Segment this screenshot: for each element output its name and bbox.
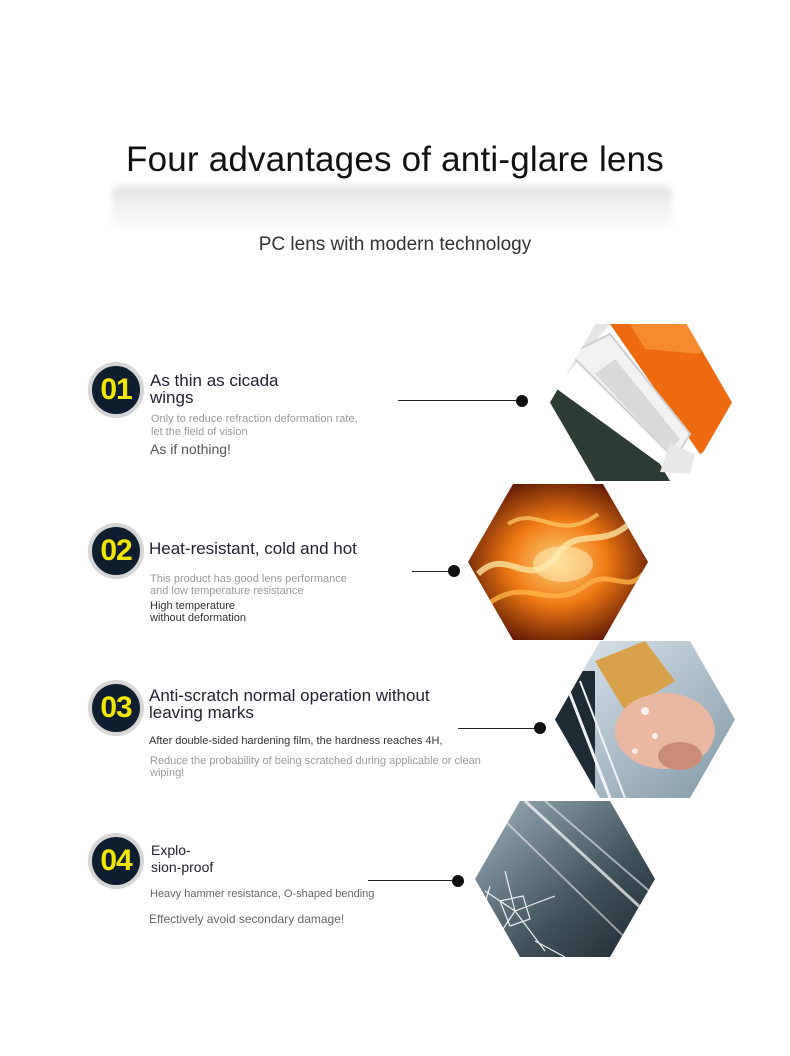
page-subtitle: PC lens with modern technology — [258, 234, 532, 255]
connector-dot — [452, 875, 464, 887]
item-heading-line1: Explo- — [151, 842, 191, 858]
connector-line — [368, 880, 454, 881]
item-desc-line2: Effectively avoid secondary damage! — [149, 912, 345, 926]
item-extra-text: As if nothing! — [150, 441, 231, 457]
connector-dot — [448, 565, 460, 577]
number-badge: 02 — [88, 523, 144, 579]
item-heading-line1: Anti-scratch normal operation without — [149, 686, 430, 705]
item-desc-line1: After double-sided hardening film, the hardness reaches 4H, — [149, 735, 443, 747]
item-desc-line4: without deformation — [150, 612, 246, 624]
item-desc-line2: let the field of vision — [151, 426, 248, 438]
item-heading-line1: Heat-resistant, cold and hot — [149, 539, 357, 558]
item-desc-line1: Heavy hammer resistance, O-shaped bending — [150, 888, 375, 900]
connector-dot — [516, 395, 528, 407]
item-desc-line3: High temperature — [150, 600, 235, 612]
connector-dot — [534, 722, 546, 734]
item-desc-line2: and low temperature resistance — [150, 585, 304, 597]
item-heading-line2: leaving marks — [149, 703, 254, 722]
number-badge: 03 — [88, 680, 144, 736]
item-desc-line1: This product has good lens performance — [150, 573, 347, 585]
item-desc-line3: wiping! — [150, 767, 185, 779]
item-desc-line2: Reduce the probability of being scratched during applicable or clean — [150, 755, 481, 767]
wiping-sponge-image — [555, 641, 735, 798]
title-reflection — [112, 186, 672, 230]
connector-line — [458, 728, 536, 729]
number-badge: 04 — [88, 833, 144, 889]
fire-image — [468, 484, 648, 640]
number-badge: 01 — [88, 362, 144, 418]
lens-corner-image — [550, 324, 732, 481]
item-desc-line1: Only to reduce refraction deformation rate, — [151, 413, 358, 425]
item-heading-line2: wings — [150, 388, 194, 407]
connector-line — [398, 400, 518, 401]
item-heading-line2: sion-proof — [151, 859, 214, 875]
page-title: Four advantages of anti-glare lens — [126, 140, 664, 179]
item-heading-line1: As thin as cicada — [150, 371, 279, 390]
cracked-glass-image — [475, 801, 655, 957]
connector-line — [412, 571, 450, 572]
